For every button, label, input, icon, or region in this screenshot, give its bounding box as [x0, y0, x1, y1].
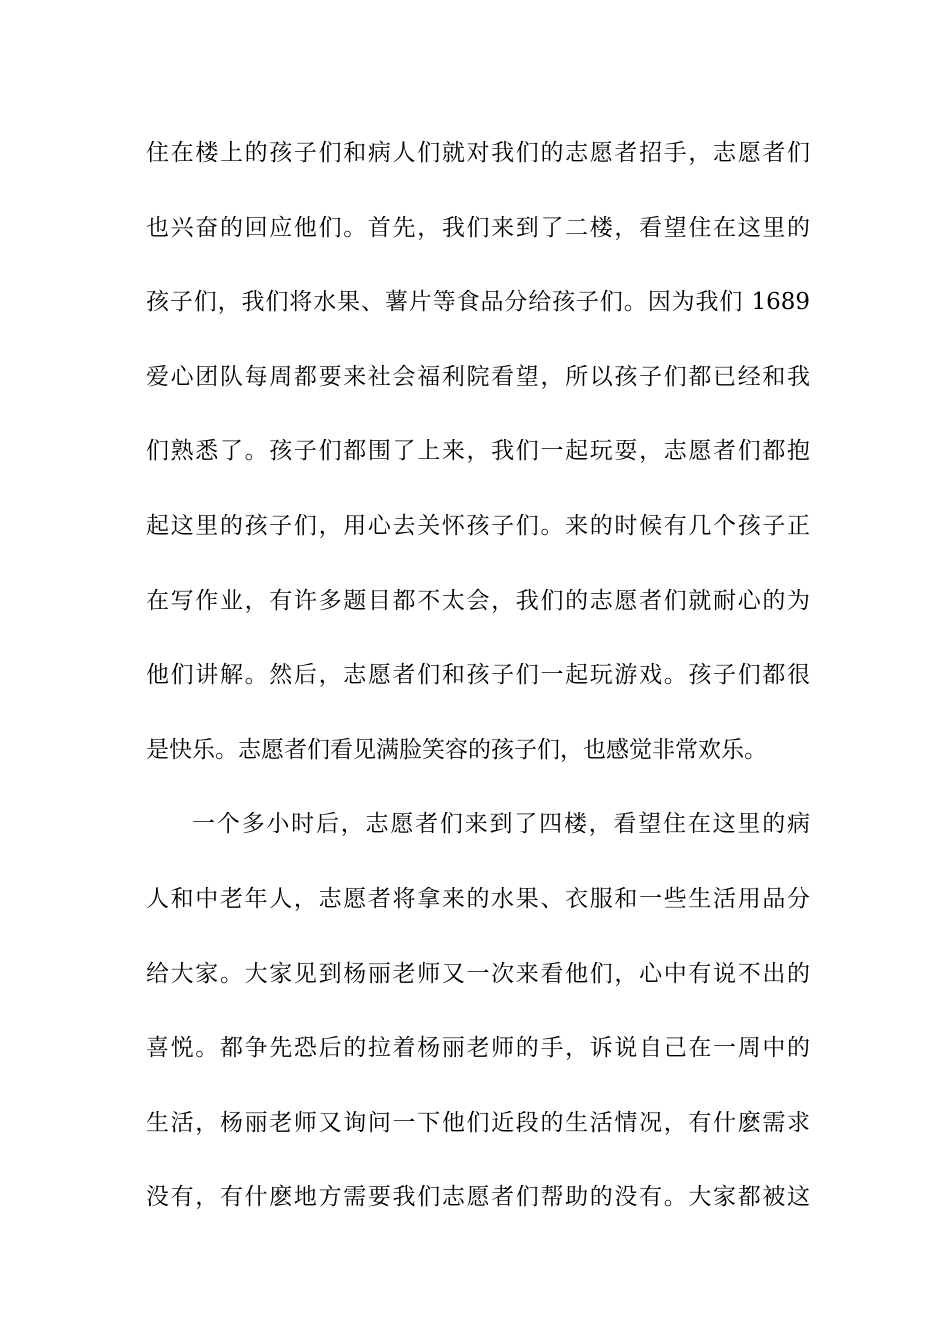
text-line-content: 在写作业，有许多题目都不太会，我们的志愿者们就耐心的为 — [146, 587, 810, 614]
text-line-content: 给大家。大家见到杨丽老师又一次来看他们，心中有说不出的 — [146, 960, 810, 987]
text-line-content: 也兴奋的回应他们。首先，我们来到了二楼，看望住在这里的 — [146, 214, 810, 241]
text-line — [146, 1097, 810, 1172]
body-text — [146, 127, 810, 1246]
text-line — [146, 425, 810, 500]
text-line-content: 住在楼上的孩子们和病人们就对我们的志愿者招手，志愿者们 — [146, 140, 810, 166]
text-line-content: 孩子们，我们将水果、薯片等食品分给孩子们。因为我们 1689 — [146, 289, 810, 316]
text-line — [146, 202, 810, 277]
text-line-content: 起这里的孩子们，用心去关怀孩子们。来的时候有几个孩子正 — [146, 512, 810, 539]
text-line-content: 人和中老年人，志愿者将拿来的水果、衣服和一些生活用品分 — [146, 885, 810, 912]
text-line — [146, 649, 810, 724]
text-line — [146, 351, 810, 426]
text-line — [146, 127, 810, 202]
text-line-content: 没有，有什麽地方需要我们志愿者们帮助的没有。大家都被这 — [146, 1184, 810, 1211]
text-line — [146, 1022, 810, 1097]
text-line — [146, 873, 810, 948]
text-line-content: 喜悦。都争先恐后的拉着杨丽老师的手，诉说自己在一周中的 — [146, 1035, 810, 1062]
text-line — [146, 276, 810, 351]
text-line-content: 爱心团队每周都要来社会福利院看望，所以孩子们都已经和我 — [146, 363, 810, 390]
text-line — [146, 724, 810, 799]
text-line — [146, 948, 810, 1023]
paragraph-first-line — [146, 798, 810, 873]
text-line — [146, 575, 810, 650]
text-line-content: 生活，杨丽老师又询问一下他们近段的生活情况，有什麽需求 — [146, 1109, 810, 1136]
text-line — [146, 1171, 810, 1246]
text-line-content: 们熟悉了。孩子们都围了上来，我们一起玩耍，志愿者们都抱 — [146, 438, 810, 465]
text-line-content: 一个多小时后，志愿者们来到了四楼，看望住在这里的病 — [192, 811, 810, 838]
text-line-content: 他们讲解。然后，志愿者们和孩子们一起玩游戏。孩子们都很 — [146, 662, 810, 689]
text-line — [146, 500, 810, 575]
text-line-content: 是快乐。志愿者们看见满脸笑容的孩子们，也感觉非常欢乐。 — [146, 736, 767, 763]
